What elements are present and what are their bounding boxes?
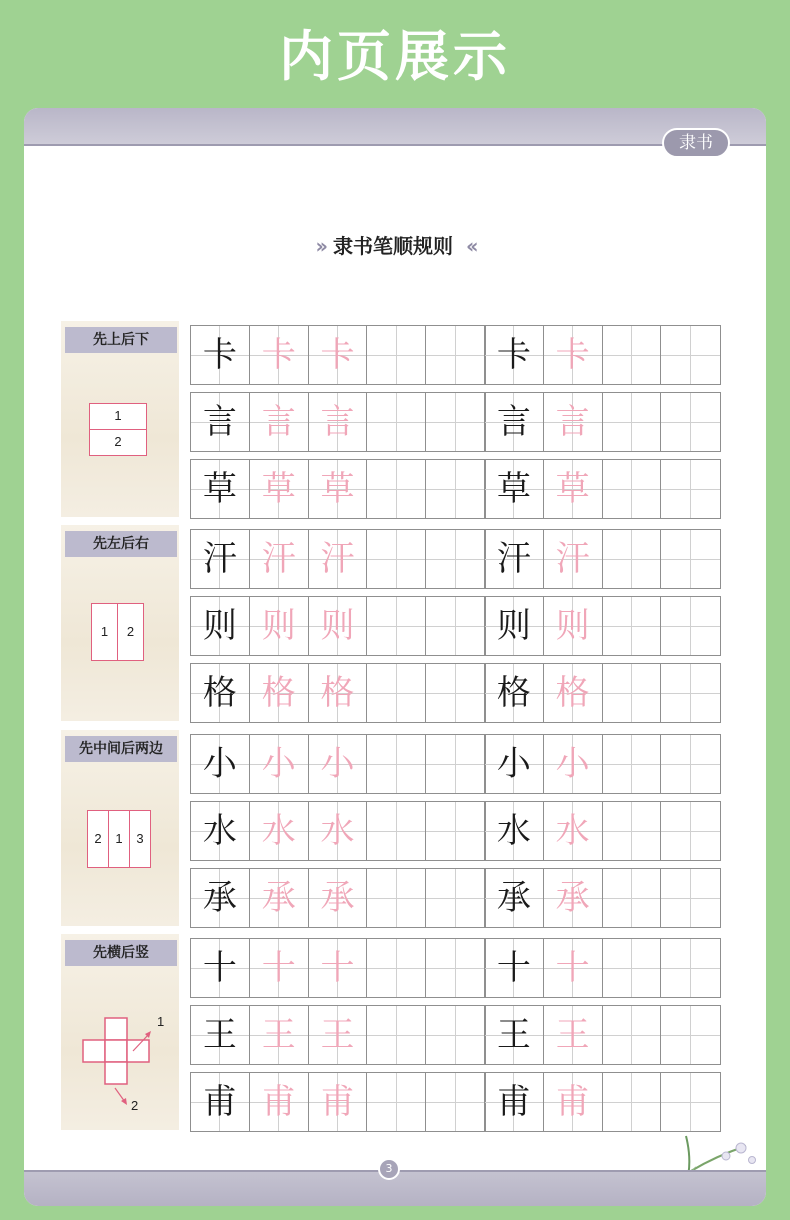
trace-character: 则	[555, 606, 590, 646]
model-character: 汗	[202, 539, 237, 579]
practice-cell[interactable]	[603, 802, 662, 860]
trace-character: 言	[261, 402, 296, 442]
practice-cell[interactable]	[661, 460, 720, 518]
practice-cell[interactable]	[544, 664, 603, 722]
practice-cell[interactable]	[426, 939, 485, 997]
rule-panel	[61, 934, 179, 1130]
practice-cell[interactable]	[485, 597, 544, 655]
practice-cell[interactable]	[544, 735, 603, 793]
trace-character: 小	[261, 744, 296, 784]
practice-cell[interactable]	[191, 460, 250, 518]
trace-character: 小	[320, 744, 355, 784]
diagram-box: 3	[129, 810, 151, 868]
practice-cell[interactable]	[603, 326, 662, 384]
practice-grid-row	[484, 529, 721, 589]
practice-grid-row	[484, 392, 721, 452]
practice-cell[interactable]	[309, 597, 368, 655]
practice-cell[interactable]	[426, 1006, 485, 1064]
practice-grid-row	[484, 1005, 721, 1065]
rule-label: 先横后竖	[65, 940, 177, 966]
practice-grid-row	[484, 938, 721, 998]
trace-character: 卡	[320, 335, 355, 375]
practice-cell[interactable]	[544, 1006, 603, 1064]
practice-cell[interactable]	[191, 597, 250, 655]
practice-grid-row	[190, 938, 486, 998]
trace-character: 十	[261, 948, 296, 988]
rule-label: 先上后下	[65, 327, 177, 353]
model-character: 汗	[496, 539, 531, 579]
practice-cell[interactable]	[250, 597, 309, 655]
practice-cell[interactable]	[661, 664, 720, 722]
trace-character: 汗	[555, 539, 590, 579]
diagram-box: 1	[108, 810, 130, 868]
trace-character: 汗	[261, 539, 296, 579]
practice-cell[interactable]	[191, 735, 250, 793]
practice-cell[interactable]	[485, 664, 544, 722]
model-character: 水	[496, 811, 531, 851]
model-character: 草	[496, 469, 531, 509]
practice-cell[interactable]	[309, 735, 368, 793]
practice-cell[interactable]	[309, 1006, 368, 1064]
model-character: 言	[496, 402, 531, 442]
model-character: 小	[202, 744, 237, 784]
trace-character: 言	[555, 402, 590, 442]
practice-cell[interactable]	[309, 460, 368, 518]
trace-character: 十	[555, 948, 590, 988]
practice-cell[interactable]	[250, 939, 309, 997]
practice-cell[interactable]	[485, 326, 544, 384]
diagram-box: 1	[91, 603, 118, 661]
practice-cell[interactable]	[603, 597, 662, 655]
practice-cell[interactable]	[250, 1006, 309, 1064]
practice-grid-row	[190, 868, 486, 928]
practice-grid-row	[484, 325, 721, 385]
practice-cell[interactable]	[426, 735, 485, 793]
practice-cell[interactable]	[367, 393, 426, 451]
rule-panel	[61, 321, 179, 517]
trace-character: 王	[555, 1015, 590, 1055]
practice-cell[interactable]	[603, 939, 662, 997]
practice-cell[interactable]	[661, 326, 720, 384]
practice-cell[interactable]	[367, 939, 426, 997]
practice-cell[interactable]	[485, 1006, 544, 1064]
practice-cell[interactable]	[603, 530, 662, 588]
practice-cell[interactable]	[603, 664, 662, 722]
header-divider	[24, 144, 766, 146]
practice-cell[interactable]	[191, 802, 250, 860]
practice-cell[interactable]	[367, 1006, 426, 1064]
practice-grid-row	[190, 801, 486, 861]
practice-cell[interactable]	[250, 869, 309, 927]
practice-cell[interactable]	[309, 326, 368, 384]
practice-cell[interactable]	[603, 1006, 662, 1064]
trace-character: 小	[555, 744, 590, 784]
practice-cell[interactable]	[426, 597, 485, 655]
diagram-label: 1	[157, 1014, 165, 1029]
rule-panel	[61, 730, 179, 926]
practice-cell[interactable]	[367, 326, 426, 384]
practice-cell[interactable]	[426, 393, 485, 451]
practice-cell[interactable]	[191, 1073, 250, 1131]
section-title-text: 隶书笔顺规则	[333, 234, 453, 258]
practice-cell[interactable]	[426, 664, 485, 722]
practice-grid-row	[484, 663, 721, 723]
practice-grid-row	[484, 459, 721, 519]
practice-cell[interactable]	[485, 1073, 544, 1131]
diagram-box: 1	[89, 403, 147, 430]
practice-cell[interactable]	[544, 393, 603, 451]
diagram-label: 2	[131, 1098, 139, 1113]
practice-cell[interactable]	[250, 735, 309, 793]
practice-cell[interactable]	[485, 393, 544, 451]
practice-cell[interactable]	[367, 530, 426, 588]
practice-cell[interactable]	[309, 664, 368, 722]
practice-cell[interactable]	[309, 869, 368, 927]
practice-cell[interactable]	[661, 869, 720, 927]
practice-cell[interactable]	[544, 460, 603, 518]
diagram-box: 2	[87, 810, 109, 868]
practice-cell[interactable]	[191, 869, 250, 927]
practice-cell[interactable]	[485, 735, 544, 793]
trace-character: 卡	[555, 335, 590, 375]
practice-cell[interactable]	[661, 530, 720, 588]
diagram-box: 2	[117, 603, 144, 661]
practice-cell[interactable]	[367, 460, 426, 518]
practice-cell[interactable]	[250, 530, 309, 588]
trace-character: 甫	[261, 1082, 296, 1122]
practice-cell[interactable]	[250, 393, 309, 451]
model-character: 言	[202, 402, 237, 442]
practice-cell[interactable]	[544, 326, 603, 384]
practice-grid-row	[190, 529, 486, 589]
practice-cell[interactable]	[485, 460, 544, 518]
practice-cell[interactable]	[485, 530, 544, 588]
practice-cell[interactable]	[309, 530, 368, 588]
practice-cell[interactable]	[426, 802, 485, 860]
practice-cell[interactable]	[426, 869, 485, 927]
practice-cell[interactable]	[191, 939, 250, 997]
model-character: 甫	[202, 1082, 237, 1122]
trace-character: 草	[320, 469, 355, 509]
model-character: 王	[496, 1015, 531, 1055]
trace-character: 草	[555, 469, 590, 509]
practice-cell[interactable]	[485, 802, 544, 860]
stroke-order-diagram	[75, 1008, 179, 1130]
practice-cell[interactable]	[661, 597, 720, 655]
practice-cell[interactable]	[544, 869, 603, 927]
stroke-order-diagram	[89, 403, 147, 455]
model-character: 小	[496, 744, 531, 784]
trace-character: 王	[261, 1015, 296, 1055]
trace-character: 王	[320, 1015, 355, 1055]
model-character: 卡	[496, 335, 531, 375]
practice-cell[interactable]	[367, 802, 426, 860]
practice-cell[interactable]	[191, 393, 250, 451]
section-title	[24, 230, 766, 259]
diagram-box: 2	[89, 429, 147, 456]
trace-character: 则	[320, 606, 355, 646]
script-style-tab: 隶书	[662, 128, 730, 158]
trace-character: 承	[261, 878, 296, 918]
practice-grid-row	[484, 734, 721, 794]
practice-cell[interactable]	[603, 735, 662, 793]
trace-character: 水	[555, 811, 590, 851]
practice-cell[interactable]	[603, 393, 662, 451]
practice-cell[interactable]	[661, 393, 720, 451]
practice-grid-row	[484, 596, 721, 656]
trace-character: 言	[320, 402, 355, 442]
page-header-band	[24, 108, 766, 146]
stroke-order-diagram	[91, 603, 145, 661]
practice-cell[interactable]	[250, 326, 309, 384]
page-number: 3	[378, 1158, 400, 1180]
practice-cell[interactable]	[544, 597, 603, 655]
practice-grid-row	[190, 392, 486, 452]
model-character: 水	[202, 811, 237, 851]
banner-title: 内页展示	[279, 25, 511, 88]
practice-cell[interactable]	[309, 802, 368, 860]
practice-cell[interactable]	[191, 530, 250, 588]
practice-grid-row	[484, 1072, 721, 1132]
practice-cell[interactable]	[544, 939, 603, 997]
practice-grid-row	[484, 801, 721, 861]
trace-character: 水	[261, 811, 296, 851]
practice-cell[interactable]	[367, 735, 426, 793]
trace-character: 水	[320, 811, 355, 851]
practice-cell[interactable]	[603, 1073, 662, 1131]
practice-cell[interactable]	[309, 1073, 368, 1131]
practice-cell[interactable]	[661, 939, 720, 997]
model-character: 则	[496, 606, 531, 646]
rule-label: 先左后右	[65, 531, 177, 557]
practice-cell[interactable]	[309, 393, 368, 451]
practice-cell[interactable]	[367, 597, 426, 655]
practice-grid-row	[190, 663, 486, 723]
practice-cell[interactable]	[426, 460, 485, 518]
trace-character: 格	[320, 673, 355, 713]
model-character: 格	[496, 673, 531, 713]
practice-cell[interactable]	[661, 802, 720, 860]
practice-cell[interactable]	[661, 1006, 720, 1064]
practice-grid-row	[190, 1072, 486, 1132]
practice-grid-row	[190, 325, 486, 385]
practice-cell[interactable]	[250, 802, 309, 860]
practice-cell[interactable]	[191, 664, 250, 722]
model-character: 格	[202, 673, 237, 713]
practice-cell[interactable]	[367, 1073, 426, 1131]
practice-grid-row	[190, 1005, 486, 1065]
practice-cell[interactable]	[661, 735, 720, 793]
trace-character: 承	[555, 878, 590, 918]
practice-cell[interactable]	[661, 1073, 720, 1131]
model-character: 草	[202, 469, 237, 509]
model-character: 甫	[496, 1082, 531, 1122]
stroke-order-diagram	[87, 810, 153, 868]
practice-cell[interactable]	[603, 869, 662, 927]
practice-cell[interactable]	[426, 326, 485, 384]
practice-grid-row	[190, 734, 486, 794]
trace-character: 承	[320, 878, 355, 918]
rule-label: 先中间后两边	[65, 736, 177, 762]
practice-cell[interactable]	[191, 326, 250, 384]
practice-cell[interactable]	[603, 460, 662, 518]
chevron-right-icon: ››	[315, 234, 327, 258]
model-character: 承	[496, 878, 531, 918]
trace-character: 甫	[555, 1082, 590, 1122]
model-character: 十	[202, 948, 237, 988]
practice-cell[interactable]	[191, 1006, 250, 1064]
trace-character: 甫	[320, 1082, 355, 1122]
practice-cell[interactable]	[250, 664, 309, 722]
trace-character: 格	[261, 673, 296, 713]
model-character: 承	[202, 878, 237, 918]
practice-cell[interactable]	[426, 1073, 485, 1131]
practice-grid-row	[190, 459, 486, 519]
practice-cell[interactable]	[544, 1073, 603, 1131]
practice-cell[interactable]	[426, 530, 485, 588]
model-character: 则	[202, 606, 237, 646]
chevron-left-icon: ‹‹	[465, 234, 475, 258]
practice-grid-row	[484, 868, 721, 928]
practice-cell[interactable]	[485, 939, 544, 997]
practice-cell[interactable]	[250, 460, 309, 518]
trace-character: 草	[261, 469, 296, 509]
practice-grid-row	[190, 596, 486, 656]
model-character: 十	[496, 948, 531, 988]
trace-character: 十	[320, 948, 355, 988]
practice-cell[interactable]	[367, 869, 426, 927]
rule-panel	[61, 525, 179, 721]
trace-character: 格	[555, 673, 590, 713]
practice-cell[interactable]	[367, 664, 426, 722]
workbook-page	[24, 108, 766, 1206]
trace-character: 则	[261, 606, 296, 646]
practice-cell[interactable]	[485, 869, 544, 927]
trace-character: 卡	[261, 335, 296, 375]
practice-cell[interactable]	[309, 939, 368, 997]
model-character: 王	[202, 1015, 237, 1055]
practice-cell[interactable]	[544, 530, 603, 588]
practice-cell[interactable]	[250, 1073, 309, 1131]
model-character: 卡	[202, 335, 237, 375]
trace-character: 汗	[320, 539, 355, 579]
practice-cell[interactable]	[544, 802, 603, 860]
